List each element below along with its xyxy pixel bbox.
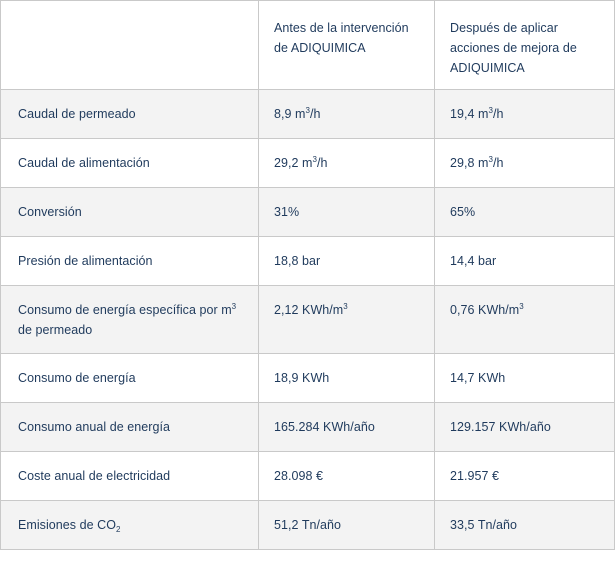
table-row [1, 237, 615, 286]
row-label: Consumo de energía [1, 354, 259, 403]
table-header-row [1, 1, 615, 90]
row-label: Consumo de energía específica por $m^3$ de permeado [1, 286, 259, 354]
before-value: 31% [259, 188, 435, 237]
row-label: Coste anual de electricidad [1, 452, 259, 501]
table-row [1, 452, 615, 501]
row-label: Conversión [1, 188, 259, 237]
before-value: 28.098 € [259, 452, 435, 501]
after-value: 14,4 bar [435, 237, 615, 286]
before-value: 165.284 KWh/año [259, 403, 435, 452]
header-after: Después de aplicar acciones de mejora de ADIQUIMICA [435, 1, 615, 90]
before-value: 29,2 $m^3/h$ [259, 139, 435, 188]
table-row [1, 354, 615, 403]
table-row [1, 286, 615, 354]
row-label: Emisiones de $CO_2$ [1, 501, 259, 550]
before-value: 18,8 bar [259, 237, 435, 286]
row-label: Presión de alimentación [1, 237, 259, 286]
before-value: 18,9 KWh [259, 354, 435, 403]
after-value: 0,76 KWh/$m^3$ [435, 286, 615, 354]
table-row [1, 90, 615, 139]
after-value: 14,7 KWh [435, 354, 615, 403]
before-value: 8,9 $m^3/h$ [259, 90, 435, 139]
before-value: 2,12 KWh/$m^3$ [259, 286, 435, 354]
row-label: Caudal de permeado [1, 90, 259, 139]
header-empty-cell [1, 1, 259, 90]
after-value: 65% [435, 188, 615, 237]
after-value: 19,4 $m^3/h$ [435, 90, 615, 139]
table-row [1, 188, 615, 237]
table-row [1, 403, 615, 452]
table-row [1, 139, 615, 188]
after-value: 129.157 KWh/año [435, 403, 615, 452]
after-value: 21.957 € [435, 452, 615, 501]
header-before: Antes de la intervención de ADIQUIMICA [259, 1, 435, 90]
after-value: 33,5 Tn/año [435, 501, 615, 550]
table-row [1, 501, 615, 550]
row-label: Consumo anual de energía [1, 403, 259, 452]
before-value: 51,2 Tn/año [259, 501, 435, 550]
row-label: Caudal de alimentación [1, 139, 259, 188]
after-value: 29,8 $m^3/h$ [435, 139, 615, 188]
